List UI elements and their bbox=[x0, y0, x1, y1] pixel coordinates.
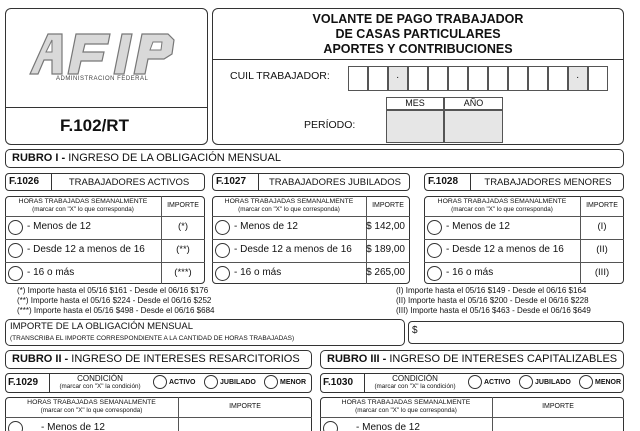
table-header-line bbox=[212, 216, 410, 217]
col-hours-header: HORAS TRABAJADAS SEMANALMENTE bbox=[437, 198, 567, 205]
table-row-line bbox=[212, 262, 410, 263]
hours-radio[interactable] bbox=[427, 243, 442, 258]
cuil-digit-cell[interactable] bbox=[468, 66, 488, 91]
cuil-digit-cell[interactable] bbox=[348, 66, 368, 91]
hours-radio[interactable] bbox=[427, 266, 442, 281]
condition-radio-jubilado[interactable] bbox=[519, 375, 533, 389]
cuil-digit-cell[interactable] bbox=[488, 66, 508, 91]
col-hours-header: HORAS TRABAJADAS SEMANALMENTE bbox=[224, 198, 354, 205]
rubro2-title-rest: INGRESO DE INTERESES RESARCITORIOS bbox=[68, 353, 300, 365]
cuil-digit-cell[interactable] bbox=[428, 66, 448, 91]
condition-radio-menor[interactable] bbox=[579, 375, 593, 389]
rubro3-condicion-sub: (marcar con "X" la condición) bbox=[374, 383, 456, 390]
condition-radio-jubilado[interactable] bbox=[204, 375, 218, 389]
col-importe-header: IMPORTE bbox=[542, 403, 574, 410]
importe-obligacion-input[interactable] bbox=[408, 321, 624, 344]
col-hours-header: HORAS TRABAJADAS SEMANALMENTE bbox=[27, 399, 156, 406]
footnote-right: (II) Importe hasta el 05/16 $200 - Desde el 06/16 $228 bbox=[396, 296, 589, 305]
footnote-left: (***) Importe hasta el 05/16 $498 - Desde el 06/16 $684 bbox=[17, 306, 215, 315]
condition-option-activo: ACTIVO bbox=[484, 379, 511, 386]
col-importe-header: IMPORTE bbox=[229, 403, 261, 410]
hours-radio[interactable] bbox=[8, 220, 23, 235]
col-hours-subheader: (marcar con "X" lo que corresponda) bbox=[238, 206, 340, 213]
hours-row-label: - 16 o más bbox=[446, 267, 494, 278]
mes-label: MES bbox=[405, 98, 425, 108]
cuil-digit-cell[interactable] bbox=[528, 66, 548, 91]
importe-value: $ 189,00 bbox=[366, 244, 405, 255]
importe-value: (I) bbox=[597, 221, 607, 232]
hours-row-label: - Menos de 12 bbox=[356, 422, 420, 431]
rubro2-condicion-label: CONDICIÓN bbox=[77, 374, 123, 383]
rubro1-title-rest: INGRESO DE LA OBLIGACIÓN MENSUAL bbox=[65, 152, 281, 164]
table-row-line bbox=[5, 262, 205, 263]
rubro1-title bbox=[12, 152, 281, 164]
hours-radio[interactable] bbox=[427, 220, 442, 235]
cuil-label: CUIL TRABAJADOR: bbox=[230, 70, 330, 82]
table-header-line bbox=[320, 417, 624, 418]
rubro3-condicion-label: CONDICIÓN bbox=[392, 374, 438, 383]
form-code: F.102/RT bbox=[60, 116, 129, 135]
periodo-mes-input[interactable] bbox=[386, 110, 444, 143]
cuil-digit-cell[interactable] bbox=[588, 66, 608, 91]
cuil-digit-cell[interactable] bbox=[368, 66, 388, 91]
form-code-sep bbox=[258, 173, 259, 191]
col-hours-header: HORAS TRABAJADAS SEMANALMENTE bbox=[341, 399, 471, 406]
table-row-line bbox=[212, 239, 410, 240]
importe-value: (II) bbox=[596, 244, 608, 255]
col-hours-subheader: (marcar con "X" lo que corresponda) bbox=[40, 407, 143, 414]
table-header-line bbox=[424, 216, 624, 217]
hours-row-label: - Menos de 12 bbox=[446, 221, 510, 232]
form-code-F.1028: F.1028 bbox=[428, 176, 459, 187]
logo-subtitle: ADMINISTRACION FEDERAL bbox=[56, 76, 149, 82]
hours-radio[interactable] bbox=[215, 266, 230, 281]
rubro3-code: F.1030 bbox=[323, 377, 354, 388]
table-row-line bbox=[424, 262, 624, 263]
title-line-2: DE CASAS PARTICULARES bbox=[335, 27, 501, 41]
footnote-left: (**) Importe hasta el 05/16 $224 - Desde el 06/16 $252 bbox=[17, 296, 212, 305]
importe-value: (III) bbox=[594, 267, 610, 278]
condition-radio-menor[interactable] bbox=[264, 375, 278, 389]
importe-obligacion-label: IMPORTE DE LA OBLIGACIÓN MENSUAL bbox=[10, 321, 194, 332]
hours-row-label: - Menos de 12 bbox=[41, 422, 105, 431]
table-header-line bbox=[5, 216, 205, 217]
hours-radio[interactable] bbox=[8, 421, 23, 431]
importe-value: (*) bbox=[177, 221, 189, 232]
footnote-right: (I) Importe hasta el 05/16 $149 - Desde el 06/16 $164 bbox=[396, 286, 587, 295]
hours-row-label: - Menos de 12 bbox=[27, 221, 91, 232]
form-code-F.1026: F.1026 bbox=[9, 176, 40, 187]
footnote-left: (*) Importe hasta el 05/16 $161 - Desde el 06/16 $176 bbox=[17, 286, 209, 295]
rubro2-code: F.1029 bbox=[8, 377, 39, 388]
hours-radio[interactable] bbox=[8, 266, 23, 281]
table-row-line bbox=[424, 239, 624, 240]
hours-row-label: - Desde 12 a menos de 16 bbox=[27, 244, 145, 255]
hours-row-label: - 16 o más bbox=[234, 267, 282, 278]
title-line-3: APORTES Y CONTRIBUCIONES bbox=[323, 42, 513, 56]
rubro1-title-bold: RUBRO I - bbox=[12, 152, 66, 164]
periodo-anio-input[interactable] bbox=[444, 110, 503, 143]
hours-radio[interactable] bbox=[215, 243, 230, 258]
form-code-sep bbox=[470, 173, 471, 191]
col-importe-header: IMPORTE bbox=[372, 202, 404, 209]
condition-option-jubilado: JUBILADO bbox=[535, 379, 571, 386]
periodo-label: PERÍODO: bbox=[304, 119, 356, 131]
form-name-F.1026: TRABAJADORES ACTIVOS bbox=[68, 177, 190, 188]
title-line-1: VOLANTE DE PAGO TRABAJADOR bbox=[312, 12, 524, 26]
rubro2-title-bold: RUBRO II - bbox=[12, 353, 69, 365]
cuil-digit-cell[interactable] bbox=[508, 66, 528, 91]
form-name-F.1028: TRABAJADORES MENORES bbox=[484, 177, 612, 188]
col-importe-header: IMPORTE bbox=[586, 202, 618, 209]
condition-radio-activo[interactable] bbox=[153, 375, 167, 389]
importe-value: $ 265,00 bbox=[366, 267, 405, 278]
form-code-F.1027: F.1027 bbox=[216, 176, 247, 187]
hours-radio[interactable] bbox=[215, 220, 230, 235]
condition-radio-activo[interactable] bbox=[468, 375, 482, 389]
rubro3-title bbox=[327, 353, 617, 365]
rubro2-title bbox=[12, 353, 300, 365]
importe-value: $ 142,00 bbox=[366, 221, 405, 232]
rubro3-title-rest: INGRESO DE INTERESES CAPITALIZABLES bbox=[386, 353, 618, 365]
hours-row-label: - 16 o más bbox=[27, 267, 75, 278]
hours-row-label: - Menos de 12 bbox=[234, 221, 298, 232]
hours-radio[interactable] bbox=[8, 243, 23, 258]
form-name-F.1027: TRABAJADORES JUBILADOS bbox=[269, 177, 401, 188]
logo-divider bbox=[5, 107, 208, 108]
col-hours-subheader: (marcar con "X" lo que corresponda) bbox=[355, 407, 457, 414]
table-header-line bbox=[5, 417, 312, 418]
cuil-separator-dot: · bbox=[396, 72, 400, 83]
cuil-digit-cell[interactable] bbox=[448, 66, 468, 91]
col-hours-header: HORAS TRABAJADAS SEMANALMENTE bbox=[18, 198, 148, 205]
table-row-line bbox=[5, 239, 205, 240]
condition-option-menor: MENOR bbox=[280, 379, 307, 386]
col-hours-subheader: (marcar con "X" lo que corresponda) bbox=[32, 206, 134, 213]
importe-value: (**) bbox=[176, 244, 190, 255]
importe-value: (***) bbox=[174, 267, 192, 278]
cuil-separator-dot: · bbox=[576, 72, 580, 83]
form-code-sep bbox=[51, 173, 52, 191]
footnote-right: (III) Importe hasta el 05/16 $463 - Desde el 06/16 $649 bbox=[396, 306, 591, 315]
hours-radio[interactable] bbox=[323, 421, 338, 431]
rubro2-condicion-sub: (marcar con "X" la condición) bbox=[59, 383, 141, 390]
rubro3-title-bold: RUBRO III - bbox=[327, 353, 387, 365]
importe-currency: $ bbox=[412, 325, 418, 336]
condition-option-menor: MENOR bbox=[595, 379, 622, 386]
title-divider bbox=[212, 59, 624, 60]
condition-option-jubilado: JUBILADO bbox=[220, 379, 256, 386]
col-importe-header: IMPORTE bbox=[167, 202, 199, 209]
condition-option-activo: ACTIVO bbox=[169, 379, 196, 386]
anio-label: AÑO bbox=[463, 98, 484, 108]
cuil-digit-cell[interactable] bbox=[408, 66, 428, 91]
col-hours-subheader: (marcar con "X" lo que corresponda) bbox=[451, 206, 553, 213]
hours-row-label: - Desde 12 a menos de 16 bbox=[446, 244, 564, 255]
cuil-digit-cell[interactable] bbox=[548, 66, 568, 91]
hours-row-label: - Desde 12 a menos de 16 bbox=[234, 244, 352, 255]
importe-obligacion-sublabel: (TRANSCRIBA EL IMPORTE CORRESPONDIENTE A LA CANTIDAD DE HORAS TRABAJADAS) bbox=[10, 335, 295, 342]
